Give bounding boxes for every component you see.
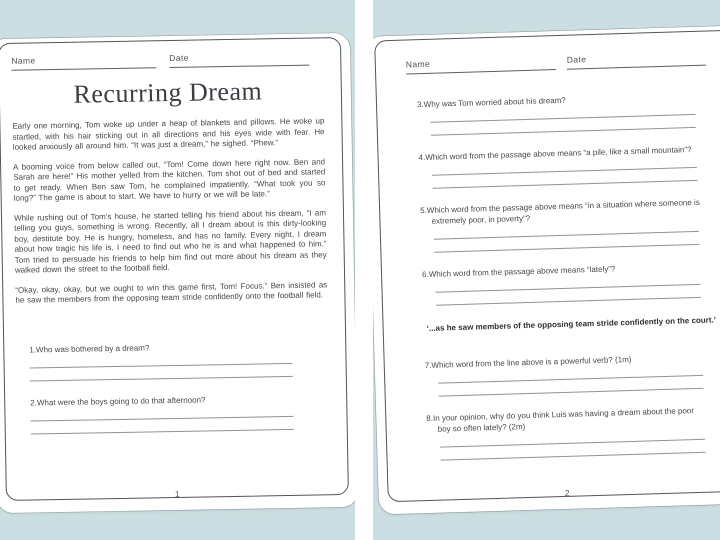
question-5-label: 5.Which word from the passage above means “in a situation where someone is extremely poor, in poverty”? [420,197,700,226]
date-label: Date [566,54,587,65]
question-4 [418,144,701,189]
name-label: Name [11,55,36,66]
name-date-row [406,50,720,75]
worksheet-title: Recurring Dream [73,76,263,109]
passage-paragraph-3: While rushing out of Tom’s house, he started telling his friend about his dream, “I am telling you guys, something is wrong. Recently, all I dream about is this dirty-looking boy, destitute boy. He is hungry, homeless, and has no family. Every night, I dream about how tragic his life is. I need to find out who he is and what happened to him.” Tom tried to persuade his friends to help him find out more about his dream as they walked down the street to the football field. [13,207,327,275]
question-list-page1 [29,339,294,434]
passage-quote: ‘...as he saw members of the opposing team stride confidently on the court.’ [426,315,717,333]
question-6 [422,261,705,306]
question-4-label: 4.Which word from the passage above means “a pile, like a small mountain”? [418,145,692,163]
question-2 [30,392,294,434]
name-field [11,53,156,71]
passage-paragraph-1: Early one morning, Tom woke up under a heap of blankets and pillows. He woke up startled, with his hair sticking out in all directions and his eyes wide with fear. He looked anxiously all around him. “It was just a dream,” he sighed. “Phew.” [12,116,325,152]
question-1 [29,339,293,381]
question-8 [426,405,709,461]
page-number-2: 2 [564,487,570,498]
name-label: Name [405,58,431,70]
page1-tile [0,0,355,540]
name-field [406,55,556,74]
worksheet-page-2 [373,26,720,515]
worksheet-page-1 [0,33,355,513]
question-8-label: 8.In your opinion, why do you think Luis was having a dream about the poor boy so often lately? (2m) [426,406,695,434]
question-6-label: 6.Which word from the passage above means “lately”? [421,264,616,280]
date-label: Date [169,52,189,64]
question-list-page2 [417,91,705,306]
passage-paragraph-2: A booming voice from below called out, “Tom! Come down here right now. Ben and Sarah are here!” His mother yelled from the kitchen. Tom shot out of bed and started to get ready. When Ben saw Tom, he complained impatiently. “What took you so long?” The game is about to start. We have to hurry or we will be late.” [13,156,326,203]
question-7 [425,352,708,397]
page2-content [373,26,720,515]
page-number-1: 1 [174,488,180,500]
question-3 [417,91,700,136]
passage-paragraph-4: “Okay, okay, okay, but we ought to win this game first, Tom! Focus.” Ben insisted as he saw the members from the opposing team stride confidently onto the football field. [15,279,328,305]
question-7-label: 7.Which word from the line above is a powerful verb? (1m) [424,354,632,371]
question-5 [420,197,703,253]
reading-passage [12,116,327,306]
question-list-page2-cont [425,352,710,461]
page1-content [0,33,355,513]
question-1-label: 1.Who was bothered by a dream? [29,342,150,355]
date-field [169,51,309,68]
question-2-label: 2.What were the boys going to do that afternoon? [30,394,206,408]
date-field [567,51,706,70]
question-3-label: 3.Why was Tom worried about his dream? [416,95,566,110]
name-date-row [11,50,323,70]
page2-tile [373,0,720,540]
